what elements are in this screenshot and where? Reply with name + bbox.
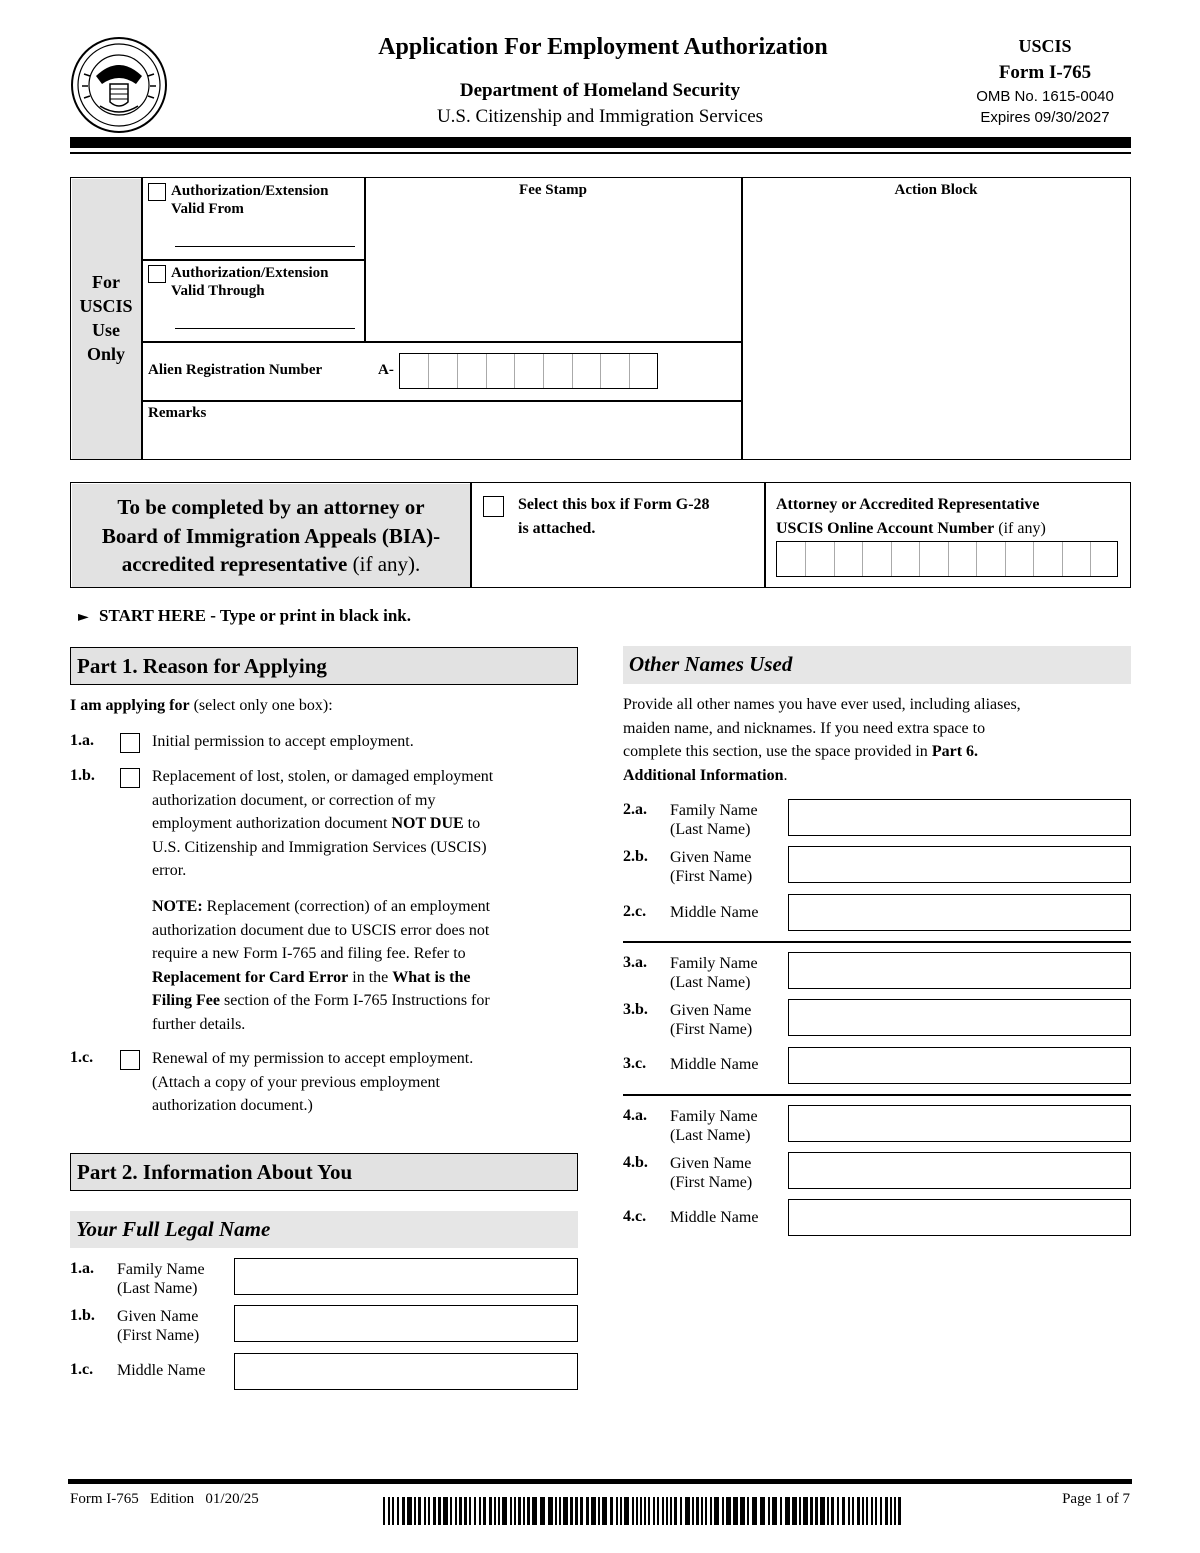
uscis-use-only-block	[70, 177, 1131, 460]
field-label: Middle Name	[670, 904, 759, 921]
other-middle-name-input[interactable]	[788, 894, 1131, 931]
online-account-number-input[interactable]	[776, 541, 1118, 577]
dhs-seal	[70, 36, 168, 134]
item-number: 1.b.	[70, 1307, 95, 1324]
field-label: Middle Name	[117, 1362, 206, 1379]
alien-prefix: A-	[378, 362, 394, 378]
part1-header: Part 1. Reason for Applying	[70, 647, 578, 685]
g28-attached-checkbox[interactable]	[483, 496, 504, 517]
item-number: 2.a.	[623, 801, 647, 818]
item-number: 1.a.	[70, 732, 94, 749]
replacement-label: Replacement of lost, stolen, or damaged employment authorization document, or correction of my employment authorization document NOT DUE to U.S. Citizenship and Immigration Services (USCIS) error.	[152, 768, 494, 879]
item-number: 3.b.	[623, 1001, 648, 1018]
footer-rule	[68, 1479, 1132, 1484]
field-label: Given Name (First Name)	[670, 849, 753, 885]
item-number: 1.c.	[70, 1049, 94, 1066]
item-number: 3.c.	[623, 1055, 647, 1072]
field-label: Given Name (First Name)	[670, 1002, 753, 1038]
for-uscis-use-only-label: For USCIS Use Only	[79, 272, 133, 364]
other-middle-name-input[interactable]	[788, 1047, 1131, 1084]
other-family-name-input[interactable]	[788, 799, 1131, 836]
replacement-checkbox[interactable]	[120, 768, 140, 788]
start-here-instruction: ► START HERE - Type or print in black ink.	[78, 606, 411, 625]
initial-permission-label: Initial permission to accept employment.	[152, 733, 414, 750]
part1-intro: I am applying for (select only one box):	[70, 697, 333, 714]
barcode-icon	[383, 1497, 901, 1525]
department-name: Department of Homeland Security	[459, 80, 741, 101]
form-edition: Form I-765 Edition 01/20/25	[70, 1491, 259, 1507]
full-legal-name-header: Your Full Legal Name	[70, 1211, 578, 1248]
action-block-label: Action Block	[894, 182, 978, 198]
dhs-seal-icon	[70, 36, 168, 134]
other-family-name-input[interactable]	[788, 952, 1131, 989]
valid-through-line[interactable]	[175, 328, 355, 329]
group-divider	[623, 1094, 1131, 1096]
item-number: 3.a.	[623, 954, 647, 971]
other-given-name-input[interactable]	[788, 1152, 1131, 1189]
other-names-header: Other Names Used	[623, 646, 1131, 684]
replacement-note: NOTE: Replacement (correction) of an employment authorization document due to USCIS error does not require a new Form I-765 and filing fee. Refer to Replacement for Card Error in the What is the Filing Fee section of the Form I-765 Instructions for further details.	[152, 898, 491, 1033]
page-number: Page 1 of 7	[1062, 1491, 1130, 1507]
other-middle-name-input[interactable]	[788, 1199, 1131, 1236]
field-label: Family Name (Last Name)	[117, 1261, 205, 1297]
field-label: Family Name (Last Name)	[670, 1108, 758, 1144]
valid-from-line[interactable]	[175, 246, 355, 247]
fee-stamp-label: Fee Stamp	[519, 182, 587, 198]
field-label: Middle Name	[670, 1056, 759, 1073]
field-label: Middle Name	[670, 1209, 759, 1226]
valid-through-checkbox[interactable]	[148, 265, 166, 283]
item-number: 2.c.	[623, 903, 647, 920]
part2-header: Part 2. Information About You	[70, 1153, 578, 1191]
remarks-label: Remarks	[148, 405, 207, 421]
other-family-name-input[interactable]	[788, 1105, 1131, 1142]
family-name-input[interactable]	[234, 1258, 578, 1295]
other-given-name-input[interactable]	[788, 999, 1131, 1036]
field-label: Given Name (First Name)	[670, 1155, 753, 1191]
group-divider	[623, 941, 1131, 943]
header-rule-thick	[70, 137, 1131, 148]
given-name-input[interactable]	[234, 1305, 578, 1342]
agency-short: USCIS	[1018, 36, 1072, 56]
field-label: Given Name (First Name)	[117, 1308, 200, 1344]
item-number: 4.b.	[623, 1154, 648, 1171]
omb-number: OMB No. 1615-0040	[976, 88, 1114, 105]
valid-from-checkbox[interactable]	[148, 183, 166, 201]
agency-name: U.S. Citizenship and Immigration Services	[436, 106, 764, 127]
initial-permission-checkbox[interactable]	[120, 733, 140, 753]
alien-registration-number-input[interactable]	[399, 353, 658, 389]
expiration-date: Expires 09/30/2027	[980, 109, 1110, 126]
barcode	[383, 1497, 901, 1525]
item-number: 1.c.	[70, 1361, 94, 1378]
renewal-checkbox[interactable]	[120, 1050, 140, 1070]
field-label: Family Name (Last Name)	[670, 802, 758, 838]
item-number: 2.b.	[623, 848, 648, 865]
valid-through-label: Authorization/Extension Valid Through	[171, 265, 329, 299]
other-given-name-input[interactable]	[788, 846, 1131, 883]
item-number: 4.a.	[623, 1107, 647, 1124]
field-label: Family Name (Last Name)	[670, 955, 758, 991]
g28-label: Select this box if Form G-28 is attached.	[518, 496, 710, 537]
other-names-intro: Provide all other names you have ever used, including aliases, maiden name, and nicknames. If you need extra space to complete this section, use the space provided in Part 6. Additional Information.	[623, 696, 1021, 784]
middle-name-input[interactable]	[234, 1353, 578, 1390]
form-number: Form I-765	[998, 62, 1092, 83]
form-title: Application For Employment Authorization	[378, 34, 828, 60]
account-number-label: Attorney or Accredited Representative USCIS Online Account Number (if any)	[776, 496, 1046, 537]
header-rule-thin	[70, 152, 1131, 154]
item-number: 1.b.	[70, 767, 95, 784]
renewal-label: Renewal of my permission to accept employment. (Attach a copy of your previous employment authorization document.)	[152, 1050, 474, 1114]
alien-registration-label: Alien Registration Number	[148, 362, 323, 378]
arrow-right-icon: ►	[78, 609, 89, 625]
valid-from-label: Authorization/Extension Valid From	[171, 183, 329, 217]
item-number: 4.c.	[623, 1208, 647, 1225]
item-number: 1.a.	[70, 1260, 94, 1277]
attorney-instructions: To be completed by an attorney or Board of Immigration Appeals (BIA)- accredited representative (if any).	[101, 495, 441, 576]
